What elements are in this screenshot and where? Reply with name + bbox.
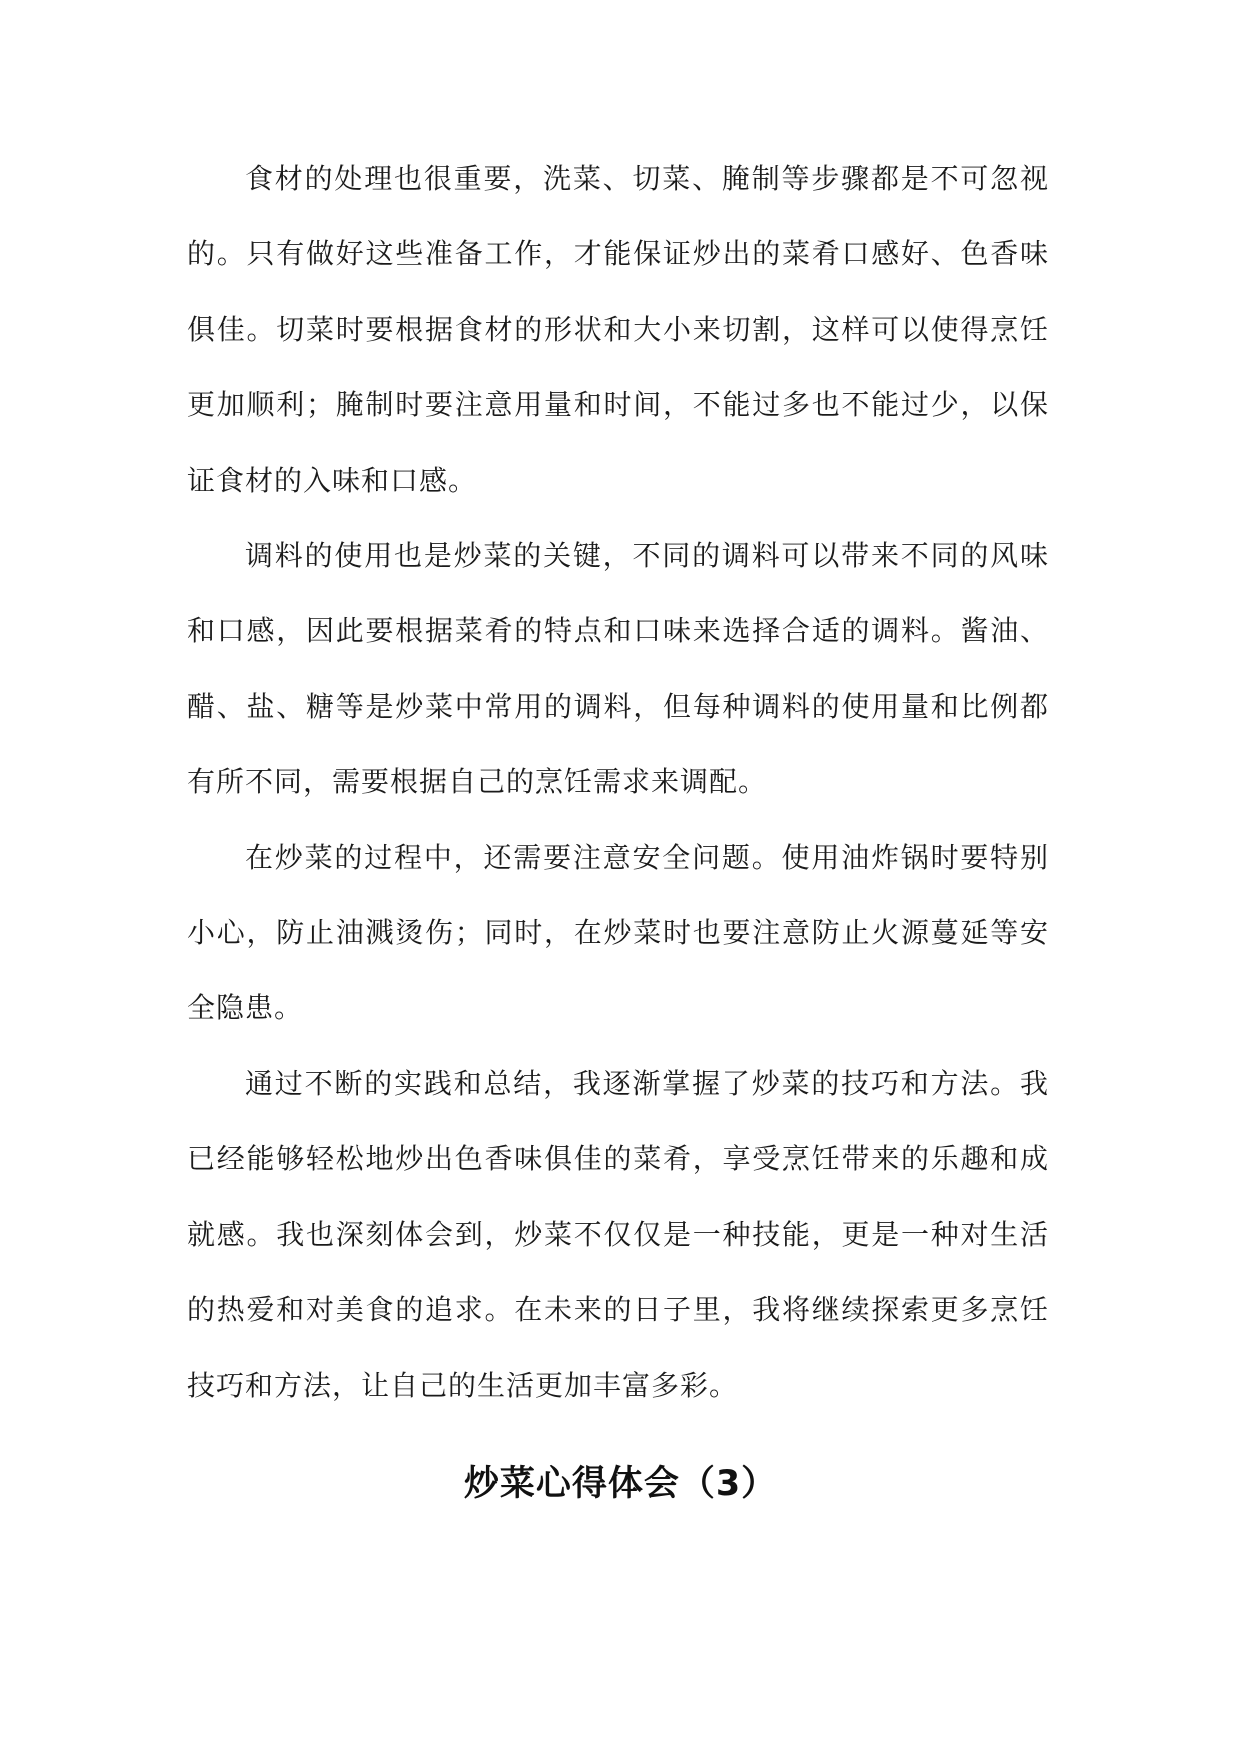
section-title: 炒菜心得体会（3）: [463, 1464, 778, 1504]
body-text: [187, 141, 1049, 1423]
paragraph-seasoning: 调料的使用也是炒菜的关键，不同的调料可以带来不同的风味和口感，因此要根据菜肴的特点和口味来选择合适的调料。酱油、醋、盐、糖等是炒菜中常用的调料，但每种调料的使用量和比例都有所不同，需要根据自己的烹饪需求来调配。: [187, 539, 1049, 799]
paragraph-safety: 在炒菜的过程中，还需要注意安全问题。使用油炸锅时要特别小心，防止油溅烫伤；同时，在炒菜时也要注意防止火源蔓延等安全隐患。: [187, 840, 1049, 1025]
paragraph-ingredient-prep: 食材的处理也很重要，洗菜、切菜、腌制等步骤都是不可忽视的。只有做好这些准备工作，才能保证炒出的菜肴口感好、色香味俱佳。切菜时要根据食材的形状和大小来切割，这样可以使得烹饪更加顺利；腌制时要注意用量和时间，不能过多也不能过少，以保证食材的入味和口感。: [187, 162, 1049, 497]
paragraph-conclusion: 通过不断的实践和总结，我逐渐掌握了炒菜的技巧和方法。我已经能够轻松地炒出色香味俱佳的菜肴，享受烹饪带来的乐趣和成就感。我也深刻体会到，炒菜不仅仅是一种技能，更是一种对生活的热爱和对美食的追求。在未来的日子里，我将继续探索更多烹饪技巧和方法，让自己的生活更加丰富多彩。: [187, 1066, 1049, 1402]
